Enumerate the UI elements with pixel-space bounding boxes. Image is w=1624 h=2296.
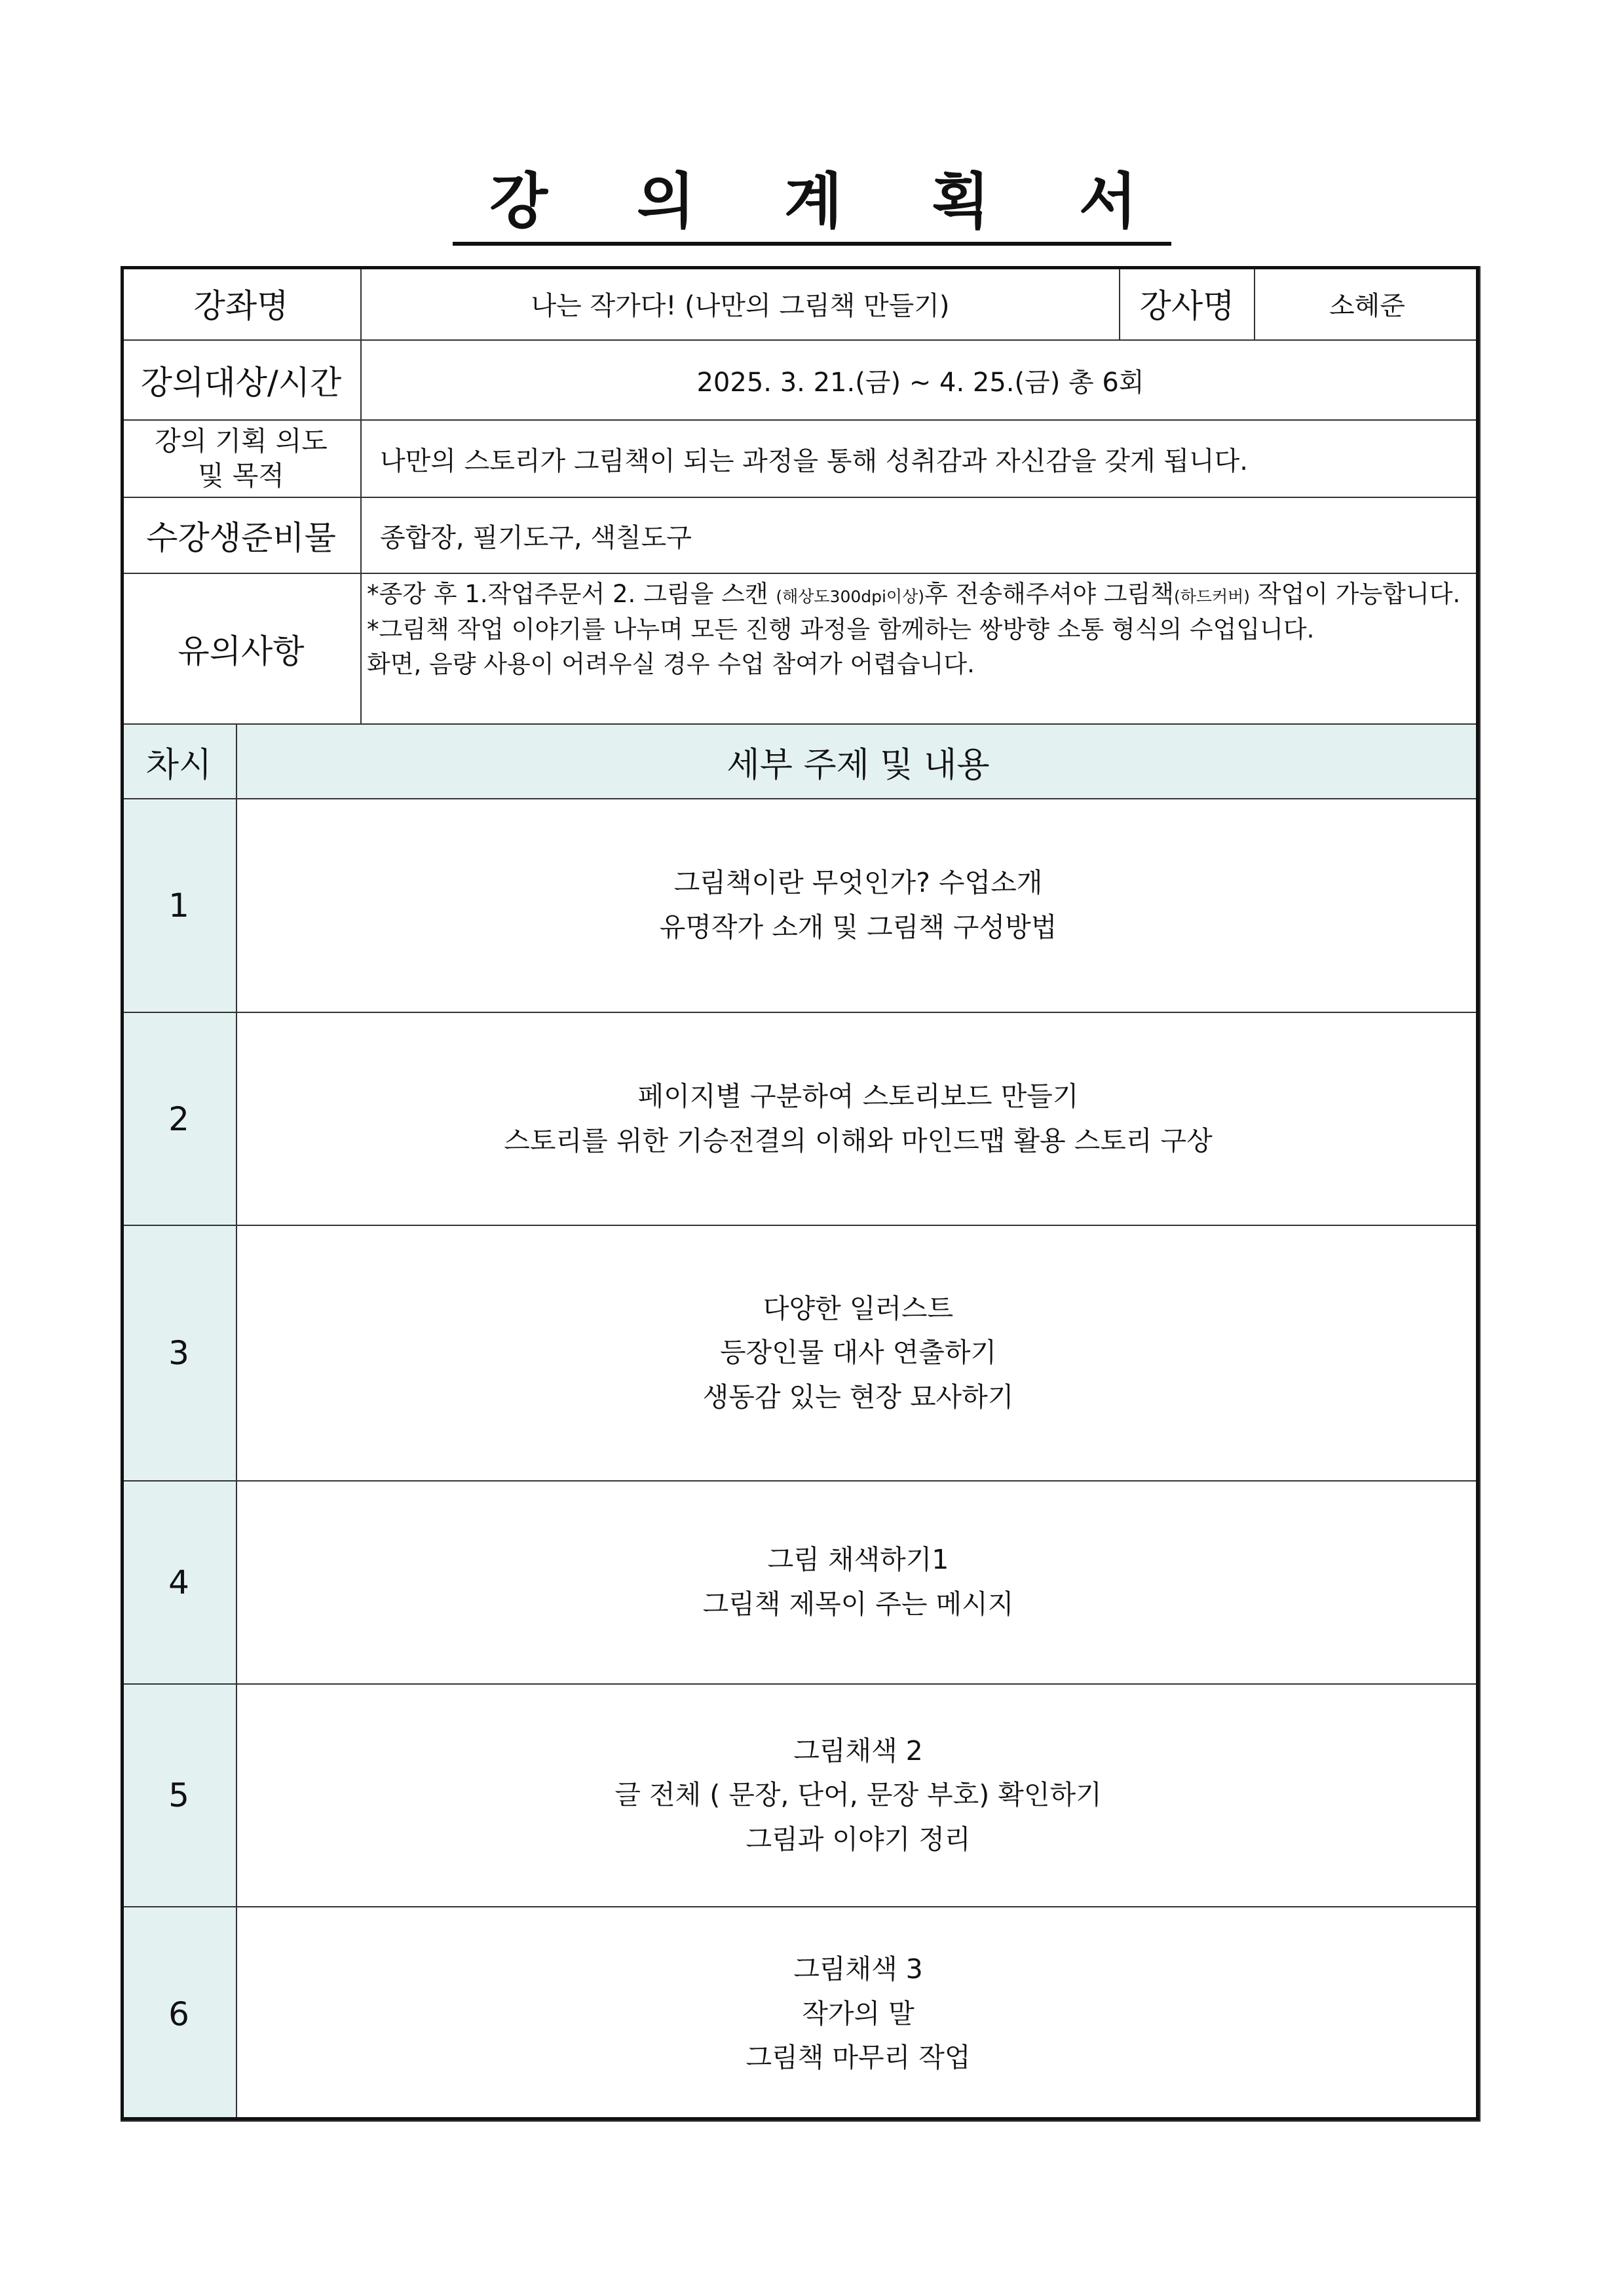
materials-value: 종합장, 필기도구, 색칠도구 [361,497,1480,573]
materials-label: 수강생준비물 [121,497,361,573]
session-number: 2 [121,1012,236,1225]
schedule-table [121,723,1481,2122]
course-name-label: 강좌명 [121,267,361,340]
session-number: 1 [121,799,236,1012]
schedule-row [121,799,1480,1012]
session-content: 다양한 일러스트 등장인물 대사 연출하기 생동감 있는 현장 묘사하기 [236,1225,1480,1481]
course-info-table [121,266,1481,725]
purpose-label-line2: 및 목적 [198,460,284,491]
schedule-row [121,1225,1480,1481]
session-content: 페이지별 구분하여 스토리보드 만들기 스토리를 위한 기승전결의 이해와 마인드맵 활용 스토리 구상 [236,1012,1480,1225]
session-content: 그림채색 2 글 전체 ( 문장, 단어, 문장 부호) 확인하기 그림과 이야기 정리 [236,1684,1480,1907]
target-value: 2025. 3. 21.(금) ~ 4. 25.(금) 총 6회 [361,340,1480,420]
schedule-row [121,1012,1480,1225]
document-title: 강 의 계 획 서 [453,167,1171,246]
target-label: 강의대상/시간 [121,340,361,420]
notes-line-2: *그림책 작업 이야기를 나누며 모든 진행 과정을 함께하는 쌍방향 소통 형식의 수업입니다. [367,615,1315,643]
purpose-label [121,420,361,497]
session-content: 그림채색 3 작가의 말 그림책 마무리 작업 [236,1907,1480,2121]
schedule-row [121,1907,1480,2121]
session-number: 3 [121,1225,236,1481]
session-content: 그림책이란 무엇인가? 수업소개 유명작가 소개 및 그림책 구성방법 [236,799,1480,1012]
course-name-row [121,267,1480,340]
session-number: 5 [121,1684,236,1907]
notes-line-1: *종강 후 1.작업주문서 2. 그림을 스캔 (해상도300dpi이상)후 전송해주셔야 그림책(하드커버) 작업이 가능합니다. [367,580,1461,608]
notes-label: 유의사항 [121,573,361,724]
session-number: 4 [121,1481,236,1684]
notes-line-3: 화면, 음량 사용이 어려우실 경우 수업 참여가 어렵습니다. [367,650,975,679]
instructor-value: 소혜준 [1255,267,1480,340]
notes-row [121,573,1480,724]
session-content: 그림 채색하기1 그림책 제목이 주는 메시지 [236,1481,1480,1684]
document-title-wrap [0,167,1624,246]
purpose-label-line1: 강의 기획 의도 [155,425,328,457]
purpose-value: 나만의 스토리가 그림책이 되는 과정을 통해 성취감과 자신감을 갖게 됩니다. [361,420,1480,497]
session-column-header: 차시 [121,724,236,799]
content-column-header: 세부 주제 및 내용 [236,724,1480,799]
materials-row [121,497,1480,573]
schedule-row [121,1481,1480,1684]
target-row [121,340,1480,420]
purpose-row [121,420,1480,497]
notes-value [361,573,1480,724]
course-name-value: 나는 작가다! (나만의 그림책 만들기) [361,267,1120,340]
schedule-header-row [121,724,1480,799]
schedule-row [121,1684,1480,1907]
session-number: 6 [121,1907,236,2121]
instructor-label: 강사명 [1120,267,1255,340]
